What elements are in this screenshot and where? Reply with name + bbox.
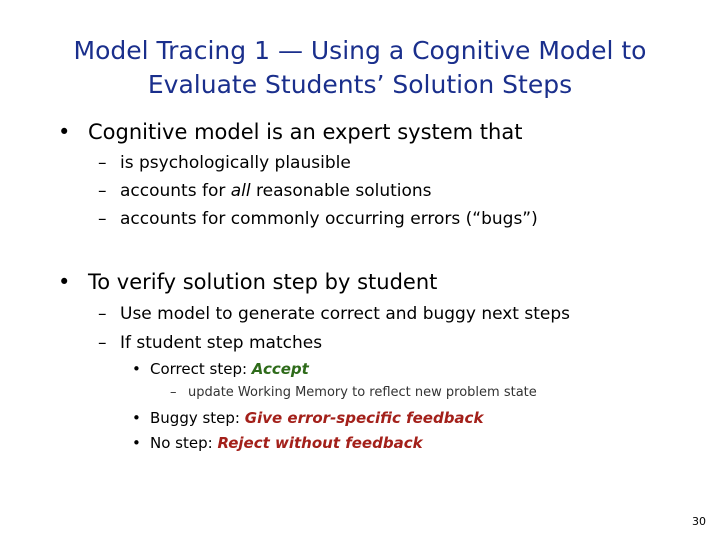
dash-glyph: – — [98, 181, 107, 201]
level3-text — [150, 434, 423, 452]
step-action-reject: Reject without feedback — [217, 434, 423, 452]
sub-bullet-text: If student step matches — [120, 333, 323, 353]
page-number: 30 — [692, 515, 706, 528]
dash-glyph: – — [98, 304, 107, 324]
step-label: No step: — [150, 434, 218, 452]
sub-bullet-text: is psychologically plausible — [120, 153, 351, 173]
level3-buggy-step — [132, 409, 484, 427]
level3-no-step — [132, 434, 423, 452]
level3-correct-step — [132, 360, 309, 378]
slide-title — [0, 34, 720, 102]
dash-glyph: – — [98, 209, 107, 229]
sub-bullet-all-solutions — [98, 181, 432, 201]
bullet-text: Cognitive model is an expert system that — [88, 120, 523, 144]
bullet-text: To verify solution step by student — [88, 270, 438, 294]
step-action-accept: Accept — [251, 360, 309, 378]
dash-glyph: – — [98, 333, 107, 353]
bullet-glyph: • — [132, 434, 141, 452]
step-label: Correct step: — [150, 360, 252, 378]
bullet-glyph: • — [132, 409, 141, 427]
step-action-feedback: Give error-specific feedback — [244, 409, 484, 427]
text-post: reasonable solutions — [250, 181, 432, 201]
text-emphasis: all — [230, 181, 251, 201]
bullet-glyph: • — [58, 270, 71, 294]
sub-bullet-text — [120, 181, 432, 201]
step-label: Buggy step: — [150, 409, 245, 427]
title-line-2: Evaluate Students’ Solution Steps — [147, 70, 573, 99]
sub-bullet-use-model — [98, 304, 571, 324]
bullet-glyph: • — [132, 360, 141, 378]
sub-bullet-if-matches — [98, 333, 323, 353]
text-pre: accounts for — [120, 181, 231, 201]
sub-bullet-errors — [98, 209, 538, 229]
sub-bullet-text: Use model to generate correct and buggy next steps — [120, 304, 571, 324]
level3-text — [150, 409, 483, 427]
level4-update-memory — [170, 385, 537, 400]
bullet-glyph: • — [58, 120, 71, 144]
dash-glyph: – — [170, 385, 177, 400]
sub-bullet-plausible — [98, 153, 351, 173]
sub-bullet-text: accounts for commonly occurring errors (“bugs”) — [120, 209, 538, 229]
title-line-1: Model Tracing 1 — Using a Cognitive Model to — [73, 36, 647, 65]
dash-glyph: – — [98, 153, 107, 173]
level4-text: update Working Memory to reflect new problem state — [188, 385, 537, 400]
level3-text — [150, 360, 309, 378]
